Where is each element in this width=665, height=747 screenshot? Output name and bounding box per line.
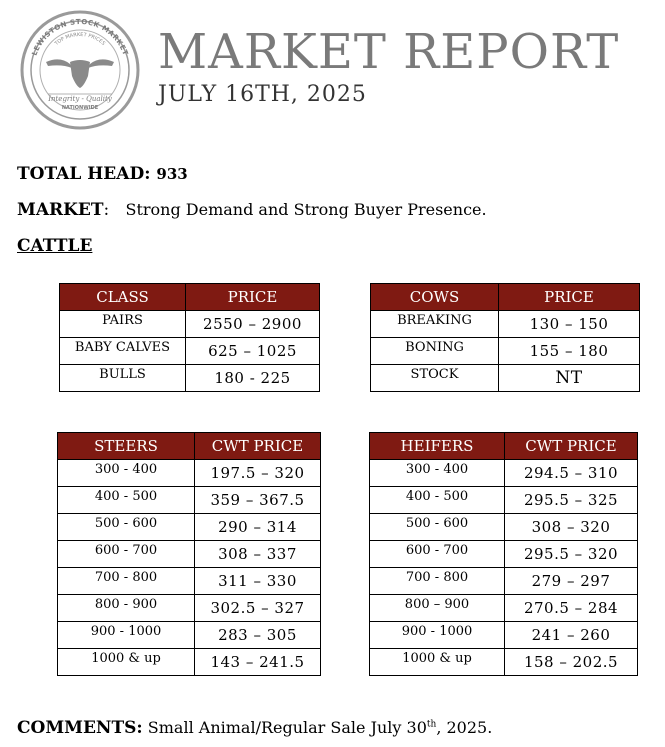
row-value: 143 – 241.5 — [195, 649, 321, 676]
row-label: BULLS — [60, 365, 186, 392]
row-label: STOCK — [371, 365, 499, 392]
row-value: 197.5 – 320 — [195, 460, 321, 487]
comments-line — [17, 718, 492, 738]
comments-text-end: , 2025. — [436, 718, 493, 737]
table-row — [58, 460, 321, 487]
comments-text: Small Animal/Regular Sale July 30 — [142, 718, 427, 737]
table-row — [371, 338, 640, 365]
table-row — [370, 460, 638, 487]
section-heading: CATTLE — [17, 236, 93, 256]
row-label: 900 - 1000 — [58, 622, 195, 649]
row-label: BABY CALVES — [60, 338, 186, 365]
market-text: Strong Demand and Strong Buyer Presence. — [125, 200, 487, 219]
cows-price-table — [370, 283, 640, 392]
table-row — [60, 338, 320, 365]
row-label: 700 - 800 — [58, 568, 195, 595]
row-value: 311 – 330 — [195, 568, 321, 595]
row-label: 1000 & up — [58, 649, 195, 676]
price-header: PRICE — [499, 284, 640, 311]
row-value: 158 – 202.5 — [505, 649, 638, 676]
row-value: 359 – 367.5 — [195, 487, 321, 514]
row-label: 800 - 900 — [58, 595, 195, 622]
company-logo — [20, 10, 140, 130]
table-row — [58, 595, 321, 622]
row-value: 270.5 – 284 — [505, 595, 638, 622]
row-label: 1000 & up — [370, 649, 505, 676]
table-row — [370, 541, 638, 568]
row-label: 300 - 400 — [58, 460, 195, 487]
table-row — [58, 514, 321, 541]
total-head-label: TOTAL HEAD: — [17, 164, 151, 184]
total-head-value: 933 — [156, 165, 188, 183]
row-label: 600 - 700 — [370, 541, 505, 568]
total-head-line — [17, 164, 188, 184]
cwt-price-header: CWT PRICE — [505, 433, 638, 460]
row-label: 500 - 600 — [58, 514, 195, 541]
row-value: 130 – 150 — [499, 311, 640, 338]
row-label: 300 - 400 — [370, 460, 505, 487]
row-value: 2550 – 2900 — [186, 311, 320, 338]
row-value: 308 – 337 — [195, 541, 321, 568]
cows-header: COWS — [371, 284, 499, 311]
logo-motto: Integrity - Quality — [48, 95, 112, 103]
row-value: 290 – 314 — [195, 514, 321, 541]
row-value: 283 – 305 — [195, 622, 321, 649]
steers-header: STEERS — [58, 433, 195, 460]
logo-inner-text: TOP MARKET PRICES — [53, 31, 107, 47]
logo-emblem — [20, 10, 140, 130]
row-label: 800 – 900 — [370, 595, 505, 622]
report-date: JULY 16TH, 2025 — [158, 82, 367, 107]
row-label: 400 - 500 — [58, 487, 195, 514]
row-value: NT — [499, 365, 640, 392]
class-price-table — [59, 283, 320, 392]
table-row — [370, 487, 638, 514]
row-value: 241 – 260 — [505, 622, 638, 649]
table-row — [370, 568, 638, 595]
row-value: 302.5 – 327 — [195, 595, 321, 622]
row-label: 700 - 800 — [370, 568, 505, 595]
comments-ordinal: th — [426, 719, 437, 730]
logo-ring-text: LEWISTON STOCK MARKET — [30, 17, 130, 57]
table-row — [58, 541, 321, 568]
table-row — [58, 487, 321, 514]
row-label: 600 - 700 — [58, 541, 195, 568]
page-title: MARKET REPORT — [158, 24, 620, 80]
row-value: 180 - 225 — [186, 365, 320, 392]
heifers-header: HEIFERS — [370, 433, 505, 460]
heifers-price-table — [369, 432, 638, 676]
table-row — [370, 649, 638, 676]
price-header: PRICE — [186, 284, 320, 311]
market-sep: : — [103, 200, 110, 220]
steers-price-table — [57, 432, 321, 676]
row-label: PAIRS — [60, 311, 186, 338]
row-label: BONING — [371, 338, 499, 365]
table-row — [370, 622, 638, 649]
row-value: 295.5 – 320 — [505, 541, 638, 568]
table-row — [371, 365, 640, 392]
market-label: MARKET — [17, 200, 104, 220]
cwt-price-header: CWT PRICE — [195, 433, 321, 460]
logo-bottom-text: NATIONWIDE — [61, 105, 99, 111]
row-label: 500 - 600 — [370, 514, 505, 541]
row-label: 400 - 500 — [370, 487, 505, 514]
comments-label: COMMENTS: — [17, 718, 143, 738]
table-row — [60, 365, 320, 392]
row-label: 900 - 1000 — [370, 622, 505, 649]
table-row — [60, 311, 320, 338]
bull-head-icon — [46, 59, 114, 88]
row-value: 279 – 297 — [505, 568, 638, 595]
table-row — [58, 649, 321, 676]
table-row — [371, 311, 640, 338]
row-value: 294.5 – 310 — [505, 460, 638, 487]
row-value: 308 – 320 — [505, 514, 638, 541]
table-row — [370, 595, 638, 622]
row-value: 625 – 1025 — [186, 338, 320, 365]
row-label: BREAKING — [371, 311, 499, 338]
table-row — [58, 568, 321, 595]
class-header: CLASS — [60, 284, 186, 311]
row-value: 295.5 – 325 — [505, 487, 638, 514]
market-line — [17, 200, 487, 220]
row-value: 155 – 180 — [499, 338, 640, 365]
table-row — [370, 514, 638, 541]
table-row — [58, 622, 321, 649]
